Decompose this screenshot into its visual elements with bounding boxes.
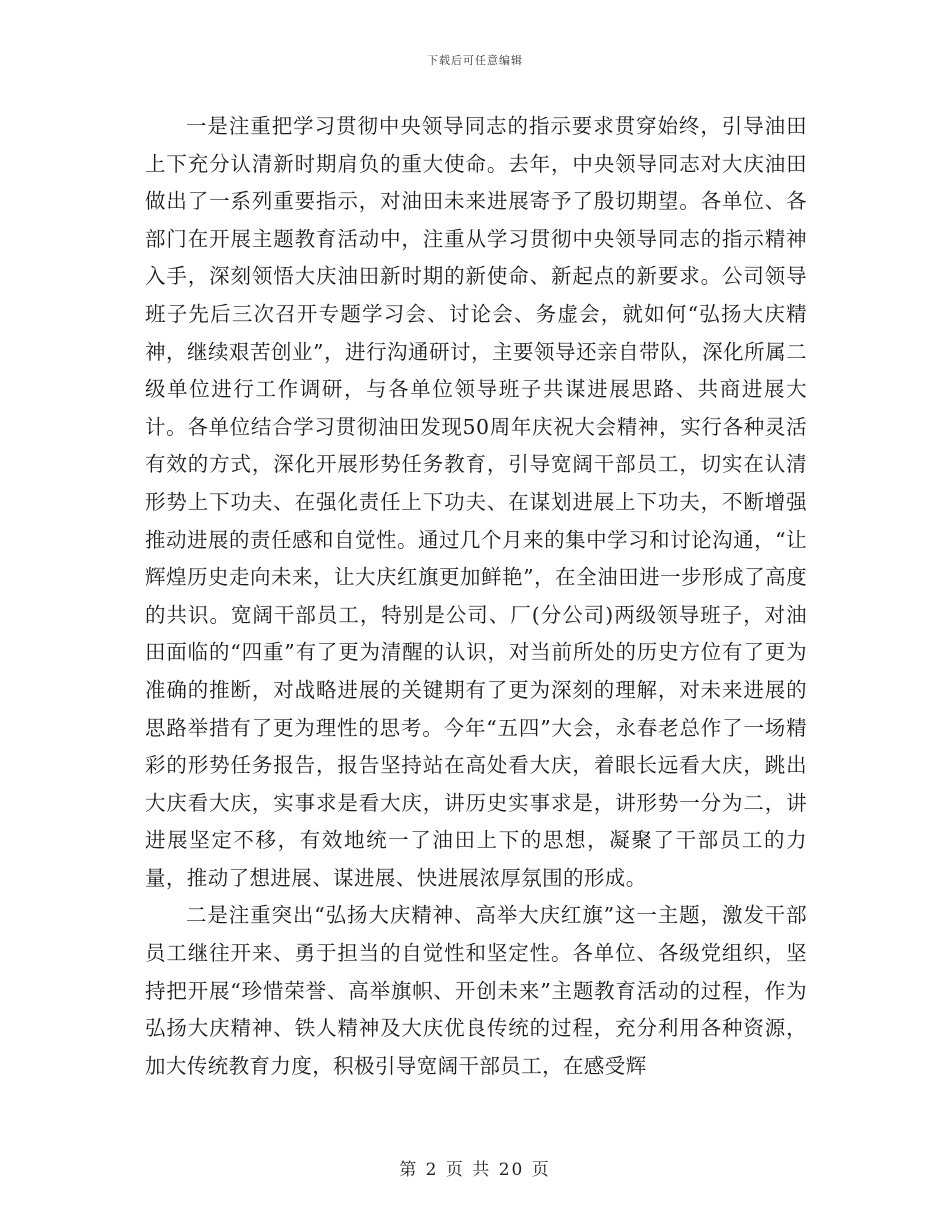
paragraph-2: 二是注重突出“弘扬大庆精神、高举大庆红旗”这一主题，激发干部员工继往开来、勇于担当的自觉性和坚定性。各单位、各级党组织，坚持把开展“珍惜荣誉、高举旗帜、开创未来”主题教育活动的过程，作为弘扬大庆精神、铁人精神及大庆优良传统的过程，充分利用各种资源，加大传统教育力度，积极引导宽阔干部员工，在感受辉	[145, 903, 807, 1078]
paragraph-1: 一是注重把学习贯彻中央领导同志的指示要求贯穿始终，引导油田上下充分认清新时期肩负的重大使命。去年，中央领导同志对大庆油田做出了一系列重要指示，对油田未来进展寄予了殷切期望。各单位、各部门在开展主题教育活动中，注重从学习贯彻中央领导同志的指示精神入手，深刻领悟大庆油田新时期的新使命、新起点的新要求。公司领导班子先后三次召开专题学习会、讨论会、务虚会，就如何“弘扬大庆精神，继续艰苦创业”，进行沟通研讨，主要领导还亲自带队，深化所属二级单位进行工作调研，与各单位领导班子共谋进展思路、共商进展大计。各单位结合学习贯彻油田发现50周年庆祝大会精神，实行各种灵活有效的方式，深化开展形势任务教育，引导宽阔干部员工，切实在认清形势上下功夫、在强化责任上下功夫、在谋划进展上下功夫，不断增强推动进展的责任感和自觉性。通过几个月来的集中学习和讨论沟通，“让辉煌历史走向未来，让大庆红旗更加鲜艳”，在全油田进一步形成了高度的共识。宽阔干部员工，特别是公司、厂(分公司)两级领导班子，对油田面临的“四重”有了更为清醒的认识，对当前所处的历史方位有了更为准确的推断，对战略进展的关键期有了更为深刻的理解，对未来进展的思路举措有了更为理性的思考。今年“五四”大会，永春老总作了一场精彩的形势任务报告，报告坚持站在高处看大庆，着眼长远看大庆，跳出大庆看大庆，实事求是看大庆，讲历史实事求是，讲形势一分为二，讲进展坚定不移，有效地统一了油田上下的思想，凝聚了干部员工的力量，推动了想进展、谋进展、快进展浓厚氛围的形成。	[145, 114, 807, 890]
page-number-footer: 第 2 页 共 20 页	[399, 1160, 551, 1180]
document-body	[145, 108, 807, 1085]
page-header: 下载后可任意编辑	[427, 54, 523, 67]
